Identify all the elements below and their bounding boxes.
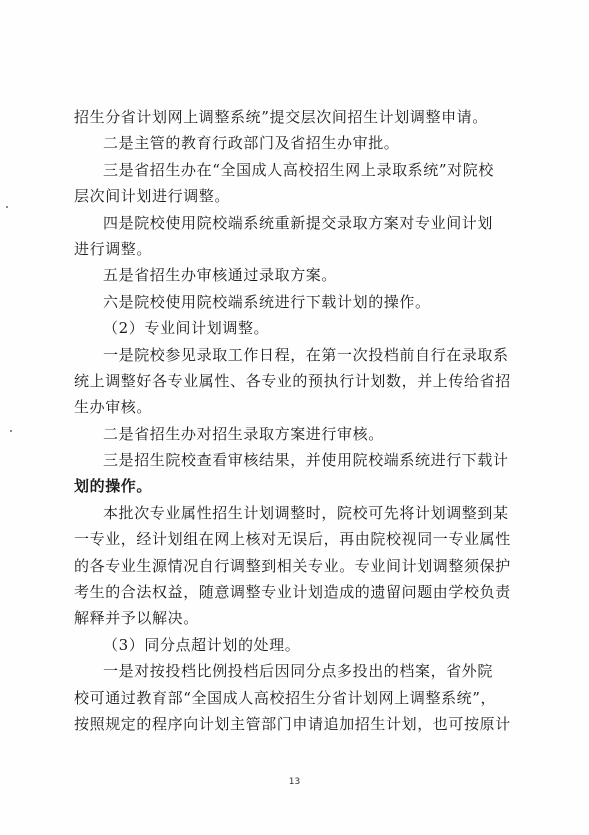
text-line: 的各专业生源情况自行调整到相关专业。专业间计划调整须保护 (74, 556, 511, 575)
text-line: 六是院校使用院校端系统进行下载计划的操作。 (103, 292, 431, 311)
text-line: 统上调整好各专业属性、各专业的预执行计划数，并上传给省招 (74, 371, 511, 390)
text-line: 划的操作。 (74, 477, 153, 496)
text-line: 四是院校使用院校端系统重新提交录取方案对专业间计划 (103, 213, 494, 232)
text-line: 层次间计划进行调整。 (74, 187, 231, 206)
text-line: 一专业，经计划组在网上核对无误后，再由院校视同一专业属性 (74, 530, 511, 549)
text-line: 一是院校参见录取工作日程，在第一次投档前自行在录取系 (103, 345, 509, 364)
page-number: 13 (288, 777, 301, 787)
text-line: 一是对按投档比例投档后因同分点多投出的档案，省外院 (103, 662, 494, 681)
text-line: 校可通过教育部“全国成人高校招生分省计划网上调整系统”， (74, 688, 497, 707)
text-line: 本批次专业属性招生计划调整时，院校可先将计划调整到某 (103, 503, 509, 522)
text-line: 考生的合法权益，随意调整专业计划造成的遗留问题由学校负责 (74, 583, 511, 602)
text-line: 招生分省计划网上调整系统”提交层次间招生计划调整申请。 (74, 108, 488, 126)
text-line: 按照规定的程序向计划主管部门申请追加招生计划，也可按原计 (74, 714, 511, 733)
text-line: 进行调整。 (74, 239, 153, 258)
text-line: 生办审核。 (74, 398, 153, 417)
body-text (74, 104, 524, 737)
text-line: （3）同分点超计划的处理。 (103, 635, 301, 654)
text-line: 解释并予以解决。 (74, 609, 199, 628)
text-line: 五是省招生办审核通过录取方案。 (103, 266, 338, 285)
text-line: 二是省招生办对招生录取方案进行审核。 (103, 424, 384, 443)
scan-mark (6, 206, 8, 208)
text-line: 二是主管的教育行政部门及省招生办审批。 (103, 134, 400, 153)
text-line: 三是招生院校查看审核结果，并使用院校端系统进行下载计 (103, 451, 509, 470)
scan-mark (10, 430, 12, 432)
text-line: 三是省招生办在“全国成人高校招生网上录取系统”对院校 (103, 160, 494, 179)
text-line: （2）专业间计划调整。 (103, 319, 270, 338)
